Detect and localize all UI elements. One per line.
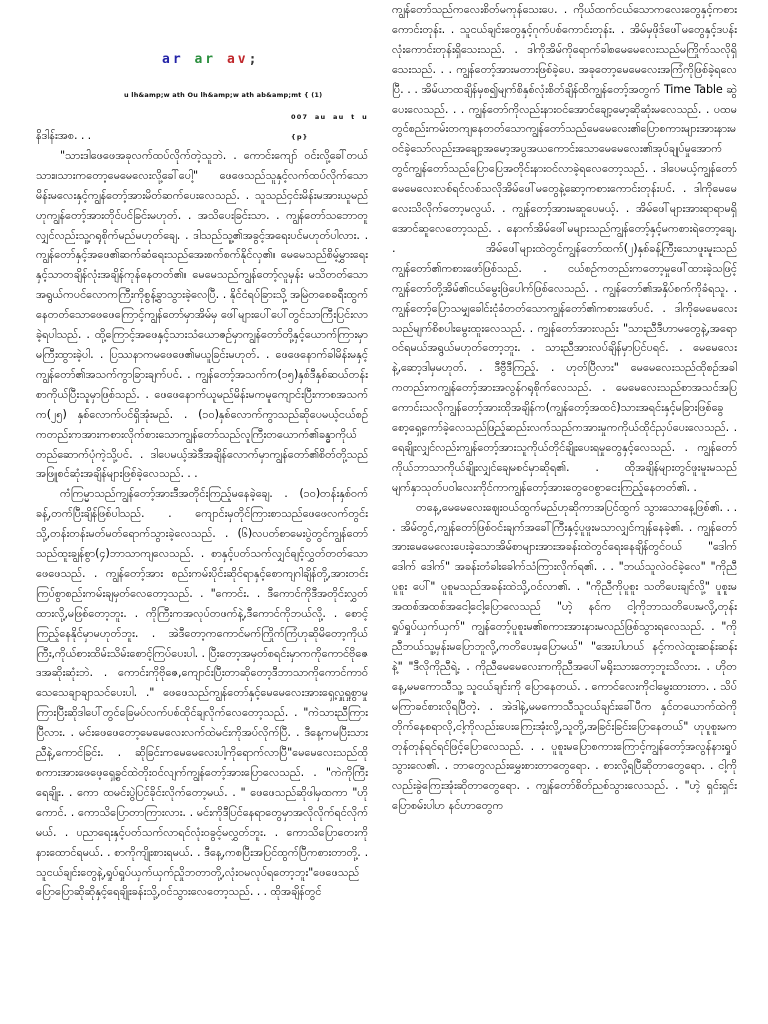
paragraph-left-2: ကံကြမ္မာသည်ကျွန်တော့်အားဒီအတိုင်းကြည့်မနေခဲ့ချေ. . (၁၀)တန်းနှစ်ဝက်ခန့်,တက်ပြီးချိန်ဖြစ်ပါသည်. . ကျောင်းမှတိုင်ကြားစာသည်ဖေဖေလက်တွင်းသို့,တန်းတန်းမတ်မတ်ရောက်သွားခဲ့လေသည်. . (၆)လပတ်စာမေးပွဲတွင်ကျွန်တော်သည်ထူးချွန်စွာ(၄)ဘာသာကျလေသည်. . စာနှင့်ပတ်သက်လျှင်ဓျင့်လွှတ်တတ်သောဖေဖေသည်. . ကျွန်တော့်အား စည်းကမ်းပိုင်းဆိုင်ရာနှင့်စောကျဂါချိန်တို့,အားတင်းကြပ်စွာစည်းကမ်းချမှတ်လေတော့သည်. . "ကောင်း. . ဒီကောင်ကိုဒီအတိုင်းလွှတ်ထားလို့,မဖြစ်တော့ဘူး. . ကိုကြီးကအလုပ်တဖက်နဲ့,ဒီကောင်ကိုဘယ်လို့. . စောင့်ကြည့်နေနိုင်မှာမဟုတ်ဘူး. . အဲဒီတော့ကကောင်မက်ကြိုက်ကြံဟုဆိုမိတော့ကိုယ်ကြီး,ကိုယ်စားထိမ်းသိမ်းစောင့်ကြပ်ပေးပါ. . ပြီးတော့အမှတ်စရင်းမှာကကိုကောင်ဗိုဇေဒအဆိုးဆုံးဘဲ. . ကောင်းကိုဗိုဇေ,ကျောင်းပြီးတာဆိုတော့ဒီဘာသာကိုကောင်ကာ၀်သေသေချာချာသင်ပေးပါ. ." ဖေဖေသည်ကျွန်တော်နှင့်မေမေလေးအားရှေ့လှူရှုစွာမှုကြားပြီးဆိုဒါပေါ်တွင်ခြေမပ်လက်ပစ်ထိုင်ချလိုက်လေတော့သည်. . "ကဲသားညီကြားပြီလား. . မင်းဖေဖေတော့မေမေလေးလက်ထဲမင်းကိုအပ်လိုက်ပြီ. . ဒီနေ့ကမပြီးသားညီနဲ့,ကောင်ခြင်း. . ဆိုခြင်းကမေမေလေးပါ့ကိုရောက်လာပြီ"မေမေလေးသည်ထိုစကားအားဖေဖေ့ရှေ့ခွင်ထဲတိုးဝင်လျက်ကျွန်တော့်အားပြောလေသည်. . "ကဲကိုကြီးရေချိုး. . ကော ထမင်းပွဲပြင်ခိုင်းလိုက်တော့မယ်. . " ဖေဖေသည်ဆိုဖါမှထကာ "ဟိုကောင်. . ကောသိပြောတာကြားလား. . မင်းကိုဒီပြင်နေရာတွေမှာအလိုလိုက်ရင်လိုက်မယ်. . ပညာရေးနှင့်ပတ်သက်လာရင်လုံးဝခွင့်မလွှတ်ဘူး. . ကောသိပြောတေးကိုနားထောင်ရမယ်. . စာကိုကျိုးစားရမယ်. . ဒီနေ့,ကစပြီးအပြင်ထွက်ပြီကစားတာတို့. . သူငယ်ချင်းတွေနဲ့,ရှုပ်ရှုပ်ယှက်ယှက်ညှိုဘတာတို့,လုံးဝမလုပ်ရတော့ဘူး"ဖေဖေသည်ပြောပြောဆိုဆိုနှင့်ရေချိုးခန်းသို့,ဝင်သွားလေတော့သည်. . . ထိုအချိန်တွင် bbox=[36, 487, 368, 899]
header-subtitle: u lh&amp;w ath Ou lh&amp;w ath ab&amp;mt { (1) bbox=[124, 91, 323, 99]
logo-part-4: ; bbox=[248, 52, 260, 67]
left-column bbox=[36, 0, 368, 1024]
paragraph-right-1: ကျွန်တော်သည်ကလေးစိတ်မကုန်သေးပေ. . ကိုယ်ထက်ငယ်သောကလေးတွေနှင့်ကစားကောင်းတုန်း. . သူငယ်ချင်းတွေနှင့်ဂုက်ပစ်ကောင်းတုန်း. . အိမ်မှဖိုဒ်ဖေါ်မတွေနှင့်ဒပန်းလုံးကောင်းတုန်းရှိသေးသည်. . ဒါကိုအိမ်ကိုရောက်ခါစမေမေလေးသည်မကြိုက်သလိုရှိသေးသည်. . . ကျွန်တော့်အားမတားဖြစ်ခဲ့ပေ. အခုတော့မေမေလေးအကြံကိုဖြစ်ခဲ့ရလေပြီ. . . အိမ်ယာထချိန်မှစ၍မျက်စိနှစ်လုံးစိတ်ချိန်ထိကျွန်တော့်အတွက် Time Table ဆွဲပေးလေသည်. . . ကျွန်တော်ကိုလည်းနားဝင်အောင်ချော့မော့ဆိုဆုံးမလေသည်. . ပထမတွင်စည်းကမ်းတကျနေတတ်သောကျွန်တော်သည်မေမေလေး၏ပြောစကားများအားနားမဝင်ခဲ့သော်လည်းအချော့အမော့အပွအယကောင်းသောမေမေလေး၏အုပ်ချုပ်မှုအောက်တွင်ကျွန်တော်သည်ပြောပြေအတိုင်းနားဝင်လာခဲ့ရလေတော့သည်. . ဒါပေမယ့်ကျွန်တော်မေမေလေးလစ်ရင်လစ်သလိုအိမ်ဖေါ်မတွေနဲ့ဆော့ကစားကောင်းတုန်းပင်. . ဒါကိုမေမေလေးသိလိုက်တော့မလွယ်. . ကျွန်တော့်အားမဆူပေမယ့်. . အိမ်ဖေါ်များအားရာရာမရှိအောင်ဆူလေတော့သည်. . နောက်အိမ်ဖေါ်မများသည်ကျွန်တော့်နှင့်မကစားရဲတော့ချေ. . အိမ်ဖေါ်များထဲတွင်ကျွန်တော်ထက်(၂)နှစ်ခန့်ကြီးသောဖူးမူးသည်ကျွန်တော်၏ကစားဖော်ဖြစ်သည်. . ငယ်စဉ်ကတည်းကတော့မှုဖေါ်ထားခဲ့သဖြင့်ကျွန်တော်တို့အိမ်၏ငယ်မွေးဖြဲပေါက်ဖြစ်လေသည်. . ကျွန်တော်၏အနှိပ်စက်ကိုခံရသူ. . ကျွန်တော့်ပြောသမျှခေါင်းငုံခံတတ်သောကျွန်တော်၏ကစားဖော်ပင်. . ဒါကိုမေမေလေးသည်မျက်စိစပါးမွေးထူးလေသည်. . ကျွန်တော်အားလည်း "သားညီဒီဟာမတွေနဲ့,အရောဝင်ရမယ်အရွယ်မဟုတ်တော့ဘူး. . သားညီအားလပ်ချိန်မှာပြင်ပရင်. . မေမေလေးနဲ့,ဆော့ဒါမှမဟုတ်. . ဒီဗွီဒီကြည့်. . ဟုတ်ပြီလား" မေမေလေးသည်ထိုစဉ်အခါကတည်းကကျွန်တော့်အားအလွန်ဂရုစိုက်လေသည်. . မေမေလေးသည်စာအသင်အပြကောင်းသလိုကျွန်တော့်အားထိုအချိန်က(ကျွန်တော့်အထင်)သားအရင်းနှင့်မခြားဖြစ်ခွေစော့ရှေ့ကော်ခဲ့လေသည်ဖြည့်ဆည်းလက်သည်ကအားမှုကကိုယ်ထိုင်ညှပ်ပေးလေသည်. . ရေချိုးလျှင်လည်းကျွန်တော့်အားသူကိုယ်တိုင်ချိုးပေးရမှုတွေနှင့်လေသည်. . ကျွန်တော်ကိုယ်ဘာသာကိုယ်ချိုးလျှင်ချေမစင်မှာဆိုရ၏. . ထိုအချိန်များတွင်ဖူးမူးမသည်မျက်နှာသုတ်ပဝါလေးကိုင်ကာကျွန်တော့်အားတွေဝေစွာငေးကြည့်နေတတ်၏. . bbox=[392, 3, 737, 494]
header-code: 007 au au t u {p} bbox=[291, 113, 368, 141]
paragraph-right-2: တနေ့,မေမေလေးဈေးဝယ်ထွက်မည်ဟုဆိုကာအပြင်ထွက် သွားသောနေ့ဖြစ်၏. . . . အိမ်တွင်,ကျွန်တော်ဖြစ်ဝင်းချက်အခေါ်ကြီးနှင့်ပူဖူးမသာလျှင်ကျန်နေခဲ့၏. . ကျွန်တော်အားမေမေလေးပေးခဲ့သောအိမ်စာများအားအခန်းထဲတွင်ရေးနေချိန်တွင်ဝယ် "ဒေါက် ဒေါက် ဒေါက်" အခန်းတံခါးခေါက်သံကြားလိုက်ရ၏. . . "ဘယ်သူလဲဝင်ခဲ့လေ" "ကိုညီ ပူစူး ပေါ်" ပူစူမသည်အခန်းထဲသို့,ဝင်လာ၏. . "ကိုညီကိုပူစူး သတိပေးချင်လို့" ပူစူးမအထစ်အထစ်အငေါ့ငေါ့ပြောလေသည် "ဟဲ့ နင်က ငါ့ကိုဘာသတိပေးမလို့,တုန်း ရှုပ်ရှုပ်ယှက်ယှက်" ကျွန်တော့်ပူစူးမ၏စကားအားနားမလည်ဖြစ်သွားရလေသည်. . "ကိုညီဘယ်သူ့မှန်းမပြောဘူလို့,ကတိပေးမှပြောမယ်" "အေးပါဟယ် နင့်ကလဲထူးဆန်းဆန်းနဲ့" "ဒီလိုကိုညီရဲ့. . ကိုညီမေမေလေးကကိုညီအပေါ်မရိုးသားတော့ဘူးသိလား. . ဟိုတနေ့,မမကောသီသူ့ သူငယ်ချင်းကို ပြောနေတယ်. . ကောင်လေးကိုငါမွေးထားတာ. . သိပ်မကြာခင်စားလိုရပြီတဲ့. . အဲဒါနဲ့,မမကောသီသူငယ်ချင်းခေါ်ပီက နှင်တယောက်ထဲကိုတိုက်နေစရာလို,ငါ့ကိုလည်းပေးကြေးအုံးလို့,သူတို့,အခြင်းခြင်းပြောနေတယ်" ဟုပူစူးမကတုန်တုန်ရင်ရင်ဖြင့်ပြောလေသည်. . . ပူစူးမပြောစကားကြောင့်ကျွန်တော့်အလွန်နားရှုပ်သွားလေ၏. . ဘာတွေလည်းမွှေးစားတာတွေရော. . စားလို့ရပြီဆိုတာတွေရော. . ငါ့ကိုလည်းခွဲကြေးအုံးဆိုတာတွေရော. . ကျွန်တော်စိတ်ညစ်သွားလေသည်. . "ဟဲ့ ရှင်းရှင်းပြောစမ်းပါဟ နင်ဟာတွေက bbox=[392, 500, 737, 813]
paragraph-left-1: "သားဒါဖေဖေအခုလက်ထပ်လိုက်တဲ့သူဘဲ. . ကောင်းကျော် ဝင်းလို့ခေါ်တယ်သား။သားကတော့မေမေလေးလို့ခေါ်ပေါ့" ဖေဖေသည်သူနှင့်လက်ထပ်လိုက်သောမိန်းမလေးနှင့်ကျွန်တော့်အားမိတ်ဆက်ပေးလေသည်. . သူသည်ငှင်းမိန်းမအားယူမည်ဟုကျွန်တော့်အားတိုင်ပင်ခြင်းမဟုတ်. . အသိပေးခြင်းသာ. . ကျွန်တော်သဘောတူလျှင်လည်းသူ့ဂရုစိုက်မည်မဟုတ်ချေ. . ဒါသည်သူ့၏အခွင့်အရေးပင်မဟုတ်ပါလား. . ကျွန်တော်နှင့်အဖေ၏ဆက်ဆံရေးသည်အေးစက်စက်နိုင်လှ၏။ မေမေသည်စိမ့်မွှားရေးနှင့်သာတချိန်လုံးအချိန်ကုန်နေတတ်၏။ မေမေသည်ကျွန်တော့်လူမှန်း မသိတတ်သောအရွယ်ကပင်လောကကြီးကိုစွန့်ခွာသွားခဲ့လေပြီ. . နိုင်ငံရပ်ခြားသို့ အမြဲတစေခရီးထွက်နေတတ်သောဖေဖေကြောင့်ကျွန်တော်မှာအိမ်မှ ဖေါ်များပေါ်ပေါ်တွင်သာကြီးပြင်းလာခဲ့ရပါသည်. . ထို့ကြောင့်အဖေနှင့်သားသံယောဇဉ်မှာကျွန်တော်တို့နှင့်ယောက်ကြားမှာမကြီးထွားခဲ့ပါ. . ပြဿနာကမဖေဖေ၏မယူခြင်းမဟုတ်. . ဖေဖေနောက်ခါမိန်းမနှင့်ကျွန်တော်၏အသက်ကွာခြားချက်ပင်. . ကျွန်တော့်အသက်က(၁၅)နှစ်ဒီနှစ်ဆယ်တန်းစာကိုယ်ပြီးသူမှာဖြစ်သည်. . ဖေဖေနောက်ယူမည်မိန်းမကမူကျောင်းပြီးကာစအသက်က(၂၅) နှစ်လောက်ပင်ရှိအုံးမည်. . (၁၀)နှစ်လောက်ကွာသည်ဆိုပေမယ့်ငယ်စဉ်ကတည်းကအားကစားလိုက်စားသောကျွန်တော်သည်လူကြီးတယောက်၏ခန္ဓာကိုယ်တည်ဆောက်ပုံကဲ့သို့ပင်. . ဒါပေမယ့်အဲဒီအချိန်လောက်မှာကျွန်တော်၏စိတ်တို့သည်အဖြူစင်ဆုံးအချိန်များဖြစ်ခဲ့လေသည်. . . bbox=[36, 148, 368, 481]
header-logo bbox=[162, 50, 259, 70]
logo-part-2: ar bbox=[194, 52, 217, 67]
logo-part-1: ar bbox=[162, 52, 184, 67]
greeting: နိဒါန်းအစ. . . bbox=[36, 129, 92, 142]
right-column bbox=[392, 0, 737, 1024]
logo-part-3: av bbox=[226, 52, 249, 67]
